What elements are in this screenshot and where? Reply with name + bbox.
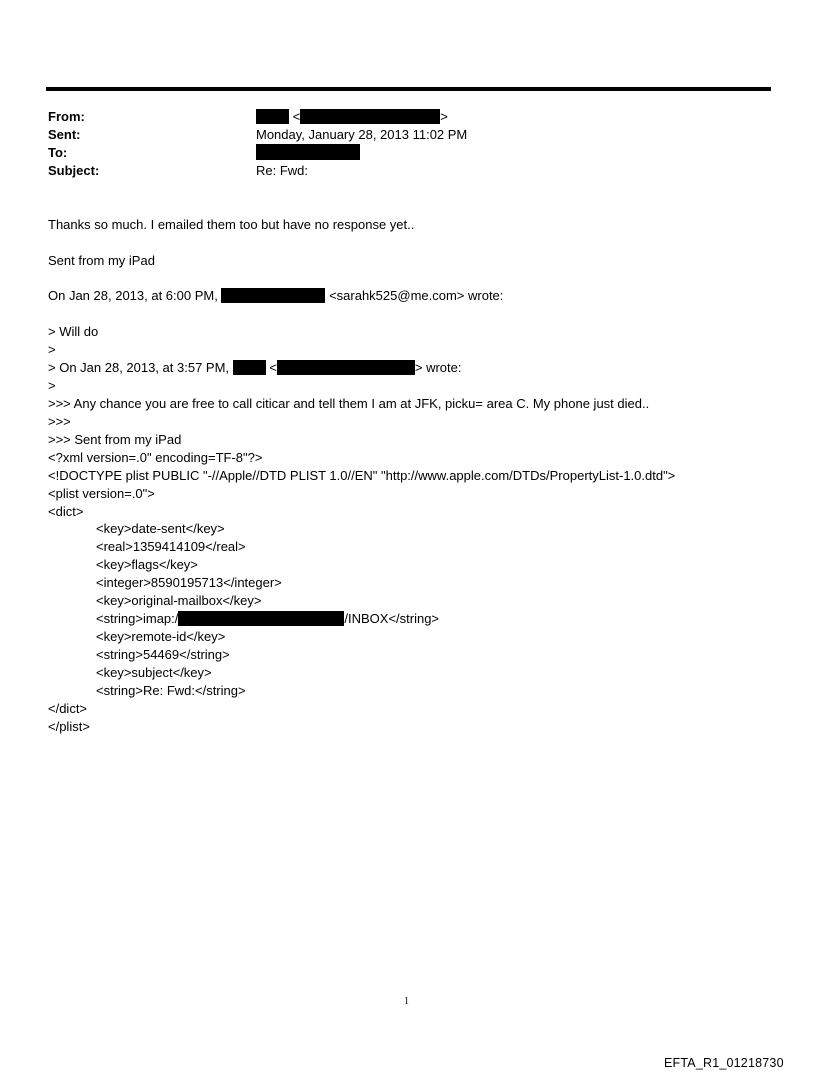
header-divider <box>46 87 771 91</box>
xml-line: <key>date-sent</key> <box>96 521 225 536</box>
from-label: From: <box>48 109 85 124</box>
xml-line: <string>Re: Fwd:</string> <box>96 683 246 698</box>
quoted-line: >>> <box>48 414 71 429</box>
xml-line: <string>54469</string> <box>96 647 230 662</box>
to-label: To: <box>48 145 68 160</box>
subject-value: Re: Fwd: <box>256 163 309 178</box>
to-value <box>256 144 360 161</box>
xml-line <box>96 611 439 627</box>
xml-line: </plist> <box>48 719 90 734</box>
from-angle-open: < <box>292 109 301 124</box>
xml-line: <dict> <box>48 504 84 519</box>
body-line <box>48 288 503 304</box>
xml-line: <key>flags</key> <box>96 557 198 572</box>
from-value <box>256 109 448 125</box>
subject-label: Subject: <box>48 163 100 178</box>
body-text: <string>imap:/ <box>96 611 179 626</box>
quoted-line: >>> Sent from my iPad <box>48 432 182 447</box>
xml-line: </dict> <box>48 701 88 716</box>
xml-line: <real>1359414109</real> <box>96 539 246 554</box>
xml-line: <key>original-mailbox</key> <box>96 593 262 608</box>
quoted-line <box>48 360 461 376</box>
redaction-bar <box>233 360 266 375</box>
redaction-bar <box>178 611 344 626</box>
xml-line: <integer>8590195713</integer> <box>96 575 282 590</box>
redaction-bar <box>256 144 360 160</box>
body-text: > wrote: <box>414 360 462 375</box>
page-number: 1 <box>404 996 409 1007</box>
xml-line: <?xml version=.0" encoding=TF-8"?> <box>48 450 263 465</box>
redaction-bar <box>221 288 325 303</box>
quoted-line: > <box>48 342 56 357</box>
xml-line: <plist version=.0"> <box>48 486 155 501</box>
body-text: <sarahk525@me.com> wrote: <box>325 288 504 303</box>
body-line: Thanks so much. I emailed them too but have no response yet.. <box>48 217 415 232</box>
sent-label: Sent: <box>48 127 81 142</box>
from-angle-close: > <box>440 109 448 124</box>
redaction-bar <box>300 109 440 124</box>
xml-line: <key>remote-id</key> <box>96 629 226 644</box>
body-text: < <box>265 360 277 375</box>
xml-line: <!DOCTYPE plist PUBLIC "-//Apple//DTD PLIST 1.0//EN" "http://www.apple.com/DTDs/PropertyList-1.0.dtd"> <box>48 468 676 483</box>
body-line: Sent from my iPad <box>48 253 155 268</box>
body-text: /INBOX</string> <box>344 611 440 626</box>
redaction-bar <box>277 360 415 375</box>
xml-line: <key>subject</key> <box>96 665 212 680</box>
body-text: On Jan 28, 2013, at 6:00 PM, <box>48 288 222 303</box>
bates-number: EFTA_R1_01218730 <box>664 1056 784 1070</box>
quoted-line: > <box>48 378 56 393</box>
sent-value: Monday, January 28, 2013 11:02 PM <box>256 127 468 142</box>
quoted-line: > Will do <box>48 324 99 339</box>
quoted-line: >>> Any chance you are free to call citicar and tell them I am at JFK, picku= area C. My phone just died.. <box>48 396 650 411</box>
body-text: > On Jan 28, 2013, at 3:57 PM, <box>48 360 233 375</box>
redaction-bar <box>256 109 289 124</box>
